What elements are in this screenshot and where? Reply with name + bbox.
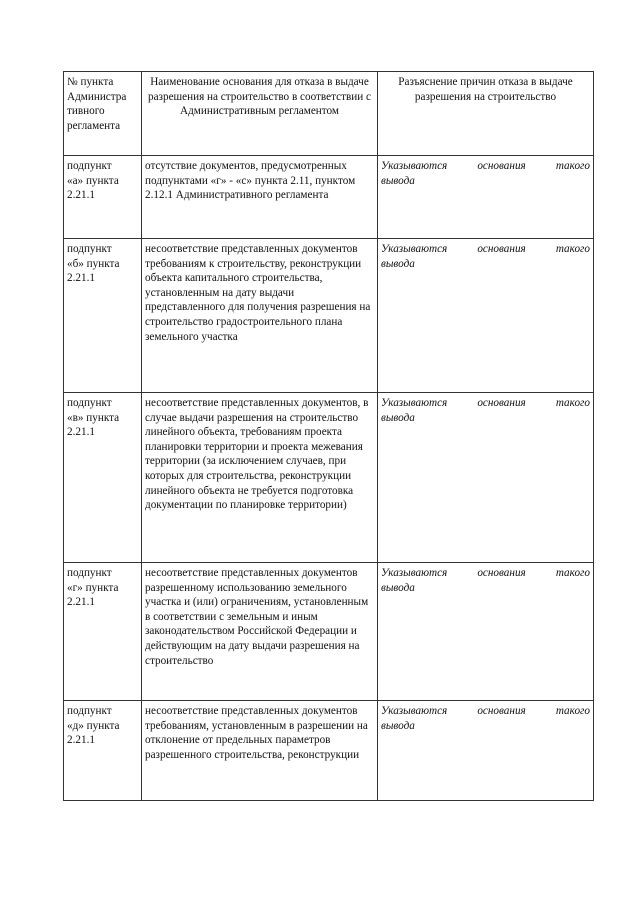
table-row xyxy=(64,701,594,801)
explanation-word: такого xyxy=(555,160,590,172)
explanation-word: основания xyxy=(477,567,526,579)
row-explanation xyxy=(378,701,594,801)
row-reason: несоответствие представленных документов разрешенному использованию земельного участка и (или) ограничениям, установленным в соответствии с земельным и иным законодательством Российской Федерации и действующим на дату выдачи разрешения на строительство xyxy=(142,563,378,701)
number-line: подпункт xyxy=(67,567,112,579)
header-item-number: № пункта Администра тивного регламента xyxy=(64,72,142,156)
number-line: 2.21.1 xyxy=(67,426,95,439)
row-explanation xyxy=(378,563,594,701)
number-line: «а» пункта xyxy=(67,174,119,187)
number-line: подпункт xyxy=(67,160,112,172)
explanation-word: Указываются xyxy=(381,705,448,717)
row-item-number xyxy=(64,156,142,239)
explanation-tail: вывода xyxy=(381,581,415,594)
number-line: подпункт xyxy=(67,397,112,409)
explanation-tail: вывода xyxy=(381,174,415,187)
table-row xyxy=(64,239,594,393)
table-row xyxy=(64,156,594,239)
table-header-row xyxy=(64,72,594,156)
explanation-word: такого xyxy=(555,705,590,717)
explanation-word: Указываются xyxy=(381,567,448,579)
number-line: «д» пункта xyxy=(67,719,120,732)
explanation-word: основания xyxy=(477,705,526,717)
number-line: подпункт xyxy=(67,243,112,255)
number-line: 2.21.1 xyxy=(67,272,95,285)
table-row xyxy=(64,393,594,563)
row-item-number xyxy=(64,701,142,801)
explanation-word: Указываются xyxy=(381,160,448,172)
explanation-word: основания xyxy=(477,397,526,409)
number-line: 2.21.1 xyxy=(67,189,95,202)
row-reason: несоответствие представленных документов требованиям к строительству, реконструкции объекта капитального строительства, установленным на дату выдачи представленного для получения разрешения на строительство градостроительного плана земельного участка xyxy=(142,239,378,393)
explanation-tail: вывода xyxy=(381,257,415,270)
refusal-grounds-table xyxy=(63,71,594,801)
number-line: «г» пункта xyxy=(67,581,119,594)
explanation-word: такого xyxy=(555,397,590,409)
header-reason: Наименование основания для отказа в выдаче разрешения на строительство в соответствии с Административным регламентом xyxy=(142,72,378,156)
explanation-word: такого xyxy=(555,567,590,579)
row-explanation xyxy=(378,156,594,239)
row-item-number xyxy=(64,393,142,563)
row-reason: отсутствие документов, предусмотренных подпунктами «г» - «с» пункта 2.11, пунктом 2.12.1 Административного регламента xyxy=(142,156,378,239)
explanation-tail: вывода xyxy=(381,719,415,732)
row-explanation xyxy=(378,239,594,393)
explanation-word: Указываются xyxy=(381,243,448,255)
number-line: 2.21.1 xyxy=(67,734,95,747)
number-line: подпункт xyxy=(67,705,112,717)
explanation-word: основания xyxy=(477,243,526,255)
table-row xyxy=(64,563,594,701)
explanation-word: Указываются xyxy=(381,397,448,409)
number-line: 2.21.1 xyxy=(67,596,95,609)
header-explanation: Разъяснение причин отказа в выдаче разрешения на строительство xyxy=(378,72,594,156)
row-explanation xyxy=(378,393,594,563)
row-reason: несоответствие представленных документов, в случае выдачи разрешения на строительство линейного объекта, требованиям проекта планировки территории и проекта межевания территории (за исключением случаев, при которых для строительства, реконструкции линейного объекта не требуется подготовка документации по планировке территории) xyxy=(142,393,378,563)
explanation-word: такого xyxy=(555,243,590,255)
explanation-word: основания xyxy=(477,160,526,172)
number-line: «б» пункта xyxy=(67,257,120,270)
row-reason: несоответствие представленных документов требованиям, установленным в разрешении на отклонение от предельных параметров разрешенного строительства, реконструкции xyxy=(142,701,378,801)
number-line: «в» пункта xyxy=(67,411,120,424)
row-item-number xyxy=(64,563,142,701)
row-item-number xyxy=(64,239,142,393)
explanation-tail: вывода xyxy=(381,411,415,424)
